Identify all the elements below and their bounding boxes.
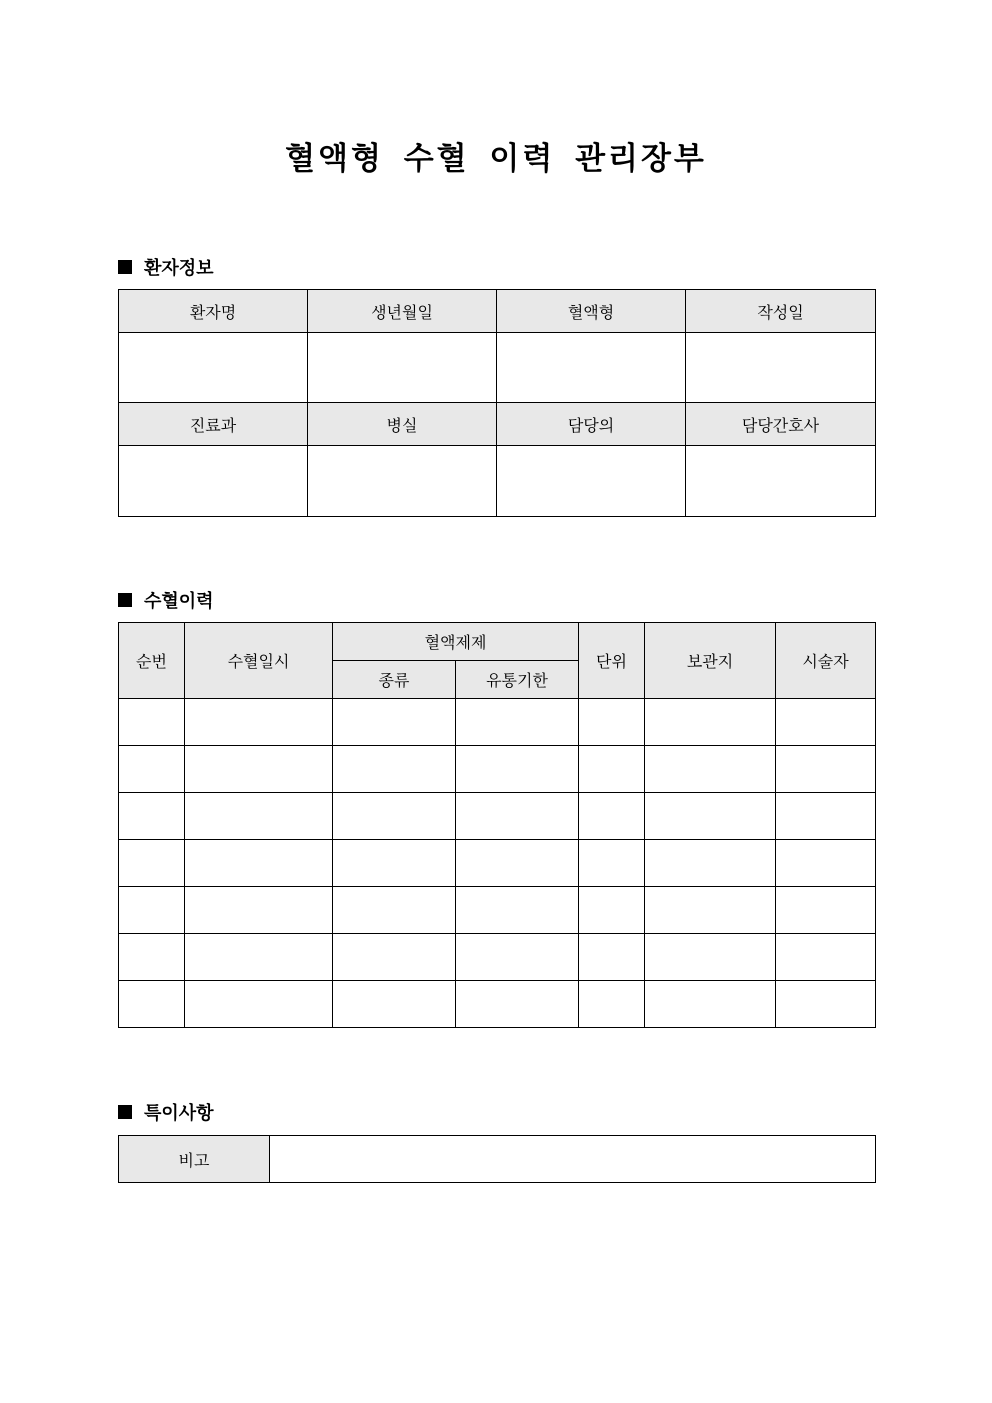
field-attending-doctor[interactable] bbox=[497, 446, 686, 517]
field-patient-name[interactable] bbox=[119, 333, 308, 403]
header-expiry-date: 유통기한 bbox=[456, 661, 579, 699]
cell-transfusion-datetime[interactable] bbox=[185, 699, 333, 746]
square-bullet-icon bbox=[118, 1105, 132, 1119]
header-ward-room: 병실 bbox=[308, 403, 497, 446]
table-row bbox=[119, 699, 876, 746]
cell-sequence[interactable] bbox=[119, 746, 185, 793]
header-unit: 단위 bbox=[579, 623, 645, 699]
cell-storage[interactable] bbox=[645, 934, 776, 981]
cell-unit[interactable] bbox=[579, 746, 645, 793]
cell-expiry-date[interactable] bbox=[456, 699, 579, 746]
cell-unit[interactable] bbox=[579, 793, 645, 840]
header-storage: 보관지 bbox=[645, 623, 776, 699]
field-blood-type[interactable] bbox=[497, 333, 686, 403]
field-department[interactable] bbox=[119, 446, 308, 517]
header-department: 진료과 bbox=[119, 403, 308, 446]
cell-expiry-date[interactable] bbox=[456, 746, 579, 793]
header-attending-doctor: 담당의 bbox=[497, 403, 686, 446]
cell-storage[interactable] bbox=[645, 793, 776, 840]
cell-operator[interactable] bbox=[776, 746, 876, 793]
header-transfusion-datetime: 수혈일시 bbox=[185, 623, 333, 699]
header-product-type: 종류 bbox=[333, 661, 456, 699]
section-heading-notes bbox=[118, 1099, 214, 1125]
table-row bbox=[119, 793, 876, 840]
cell-sequence[interactable] bbox=[119, 981, 185, 1028]
cell-sequence[interactable] bbox=[119, 699, 185, 746]
cell-product-type[interactable] bbox=[333, 934, 456, 981]
cell-storage[interactable] bbox=[645, 840, 776, 887]
cell-unit[interactable] bbox=[579, 934, 645, 981]
cell-sequence[interactable] bbox=[119, 934, 185, 981]
table-row bbox=[119, 981, 876, 1028]
cell-unit[interactable] bbox=[579, 840, 645, 887]
cell-product-type[interactable] bbox=[333, 699, 456, 746]
square-bullet-icon bbox=[118, 260, 132, 274]
cell-operator[interactable] bbox=[776, 981, 876, 1028]
field-birthdate[interactable] bbox=[308, 333, 497, 403]
cell-storage[interactable] bbox=[645, 981, 776, 1028]
field-written-date[interactable] bbox=[686, 333, 876, 403]
header-patient-name: 환자명 bbox=[119, 290, 308, 333]
cell-unit[interactable] bbox=[579, 981, 645, 1028]
cell-transfusion-datetime[interactable] bbox=[185, 981, 333, 1028]
cell-expiry-date[interactable] bbox=[456, 840, 579, 887]
field-attending-nurse[interactable] bbox=[686, 446, 876, 517]
cell-product-type[interactable] bbox=[333, 793, 456, 840]
cell-product-type[interactable] bbox=[333, 840, 456, 887]
cell-operator[interactable] bbox=[776, 840, 876, 887]
cell-operator[interactable] bbox=[776, 793, 876, 840]
square-bullet-icon bbox=[118, 593, 132, 607]
header-operator: 시술자 bbox=[776, 623, 876, 699]
cell-operator[interactable] bbox=[776, 934, 876, 981]
cell-product-type[interactable] bbox=[333, 746, 456, 793]
cell-operator[interactable] bbox=[776, 887, 876, 934]
cell-unit[interactable] bbox=[579, 887, 645, 934]
cell-product-type[interactable] bbox=[333, 887, 456, 934]
cell-storage[interactable] bbox=[645, 746, 776, 793]
cell-storage[interactable] bbox=[645, 699, 776, 746]
cell-expiry-date[interactable] bbox=[456, 887, 579, 934]
section-heading-transfusion bbox=[118, 587, 214, 613]
cell-sequence[interactable] bbox=[119, 793, 185, 840]
patient-info-table bbox=[118, 289, 876, 517]
table-row bbox=[119, 746, 876, 793]
cell-expiry-date[interactable] bbox=[456, 934, 579, 981]
header-written-date: 작성일 bbox=[686, 290, 876, 333]
table-row bbox=[119, 840, 876, 887]
cell-operator[interactable] bbox=[776, 699, 876, 746]
table-row bbox=[119, 887, 876, 934]
header-attending-nurse: 담당간호사 bbox=[686, 403, 876, 446]
cell-transfusion-datetime[interactable] bbox=[185, 840, 333, 887]
header-remarks: 비고 bbox=[119, 1136, 270, 1183]
cell-product-type[interactable] bbox=[333, 981, 456, 1028]
table-row bbox=[119, 934, 876, 981]
header-sequence: 순번 bbox=[119, 623, 185, 699]
page-title: 혈액형 수혈 이력 관리장부 bbox=[285, 141, 707, 177]
cell-expiry-date[interactable] bbox=[456, 981, 579, 1028]
header-blood-product: 혈액제제 bbox=[333, 623, 579, 661]
section-label: 환자정보 bbox=[144, 258, 214, 279]
cell-storage[interactable] bbox=[645, 887, 776, 934]
notes-table bbox=[118, 1135, 876, 1183]
cell-transfusion-datetime[interactable] bbox=[185, 793, 333, 840]
section-heading-patient bbox=[118, 254, 214, 280]
section-label: 수혈이력 bbox=[144, 591, 214, 612]
cell-unit[interactable] bbox=[579, 699, 645, 746]
cell-transfusion-datetime[interactable] bbox=[185, 887, 333, 934]
field-remarks[interactable] bbox=[270, 1136, 876, 1183]
header-birthdate: 생년월일 bbox=[308, 290, 497, 333]
header-blood-type: 혈액형 bbox=[497, 290, 686, 333]
field-ward-room[interactable] bbox=[308, 446, 497, 517]
section-label: 특이사항 bbox=[144, 1103, 214, 1124]
cell-transfusion-datetime[interactable] bbox=[185, 746, 333, 793]
transfusion-history-table bbox=[118, 622, 876, 1028]
cell-expiry-date[interactable] bbox=[456, 793, 579, 840]
cell-sequence[interactable] bbox=[119, 887, 185, 934]
cell-sequence[interactable] bbox=[119, 840, 185, 887]
cell-transfusion-datetime[interactable] bbox=[185, 934, 333, 981]
